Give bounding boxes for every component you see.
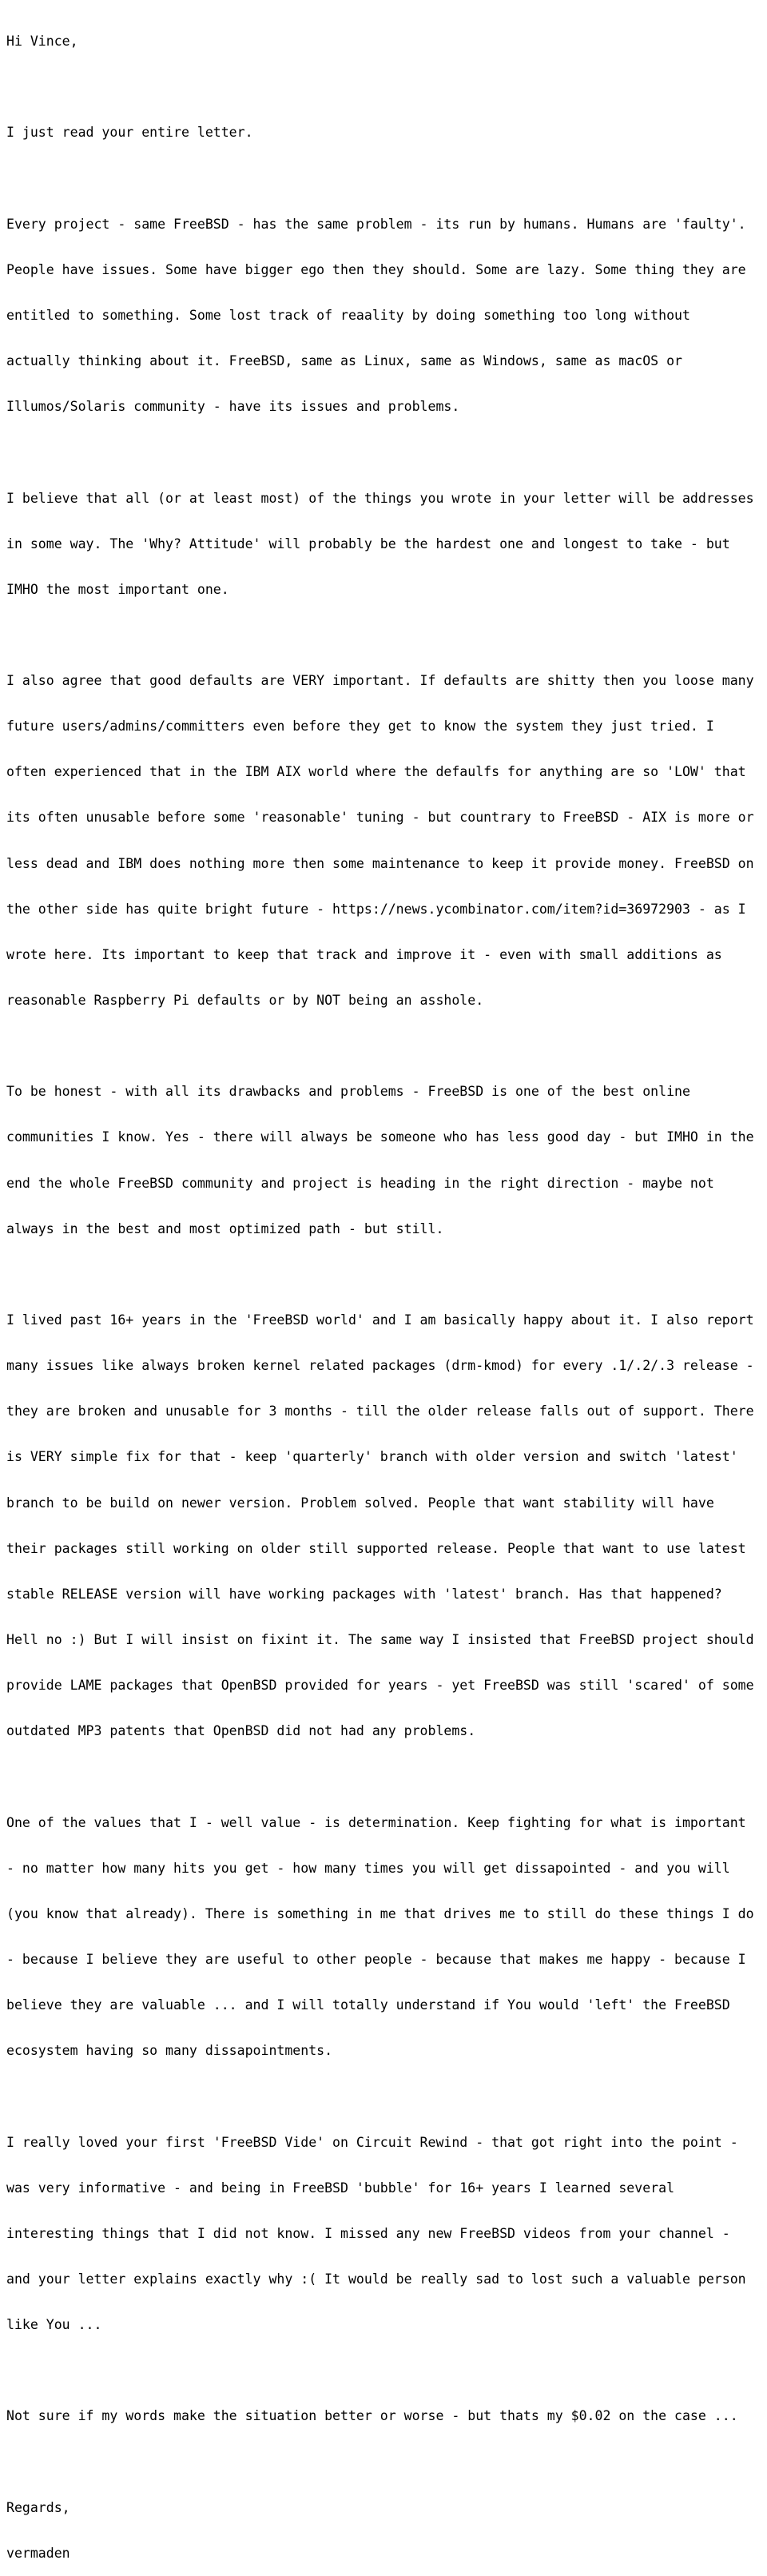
- text-line: future users/admins/committers even before they get to know the system they just tried. I: [6, 719, 714, 735]
- blank-line: [6, 627, 767, 643]
- blank-line: [6, 1267, 767, 1282]
- text-line: I just read your entire letter.: [6, 125, 253, 141]
- text-line: Every project - same FreeBSD - has the same problem - its run by humans. Humans are 'faulty'.: [6, 216, 746, 232]
- text-line: I also agree that good defaults are VERY important. If defaults are shitty then you loose many: [6, 673, 754, 689]
- text-line: actually thinking about it. FreeBSD, same as Linux, same as Windows, same as macOS or: [6, 353, 682, 369]
- blank-line: [6, 79, 767, 94]
- blank-line: [6, 2088, 767, 2104]
- text-line: I believe that all (or at least most) of the things you wrote in your letter will be addresses: [6, 490, 754, 506]
- text-line: the other side has quite bright future - https://news.ycombinator.com/item?id=36972903 - as I: [6, 901, 746, 917]
- text-line: reasonable Raspberry Pi defaults or by NOT being an asshole.: [6, 993, 484, 1009]
- text-line: believe they are valuable ... and I will totally understand if You would 'left' the FreeBSD: [6, 1997, 730, 2013]
- text-line: Illumos/Solaris community - have its issues and problems.: [6, 399, 460, 415]
- text-line: Hi Vince,: [6, 34, 78, 50]
- text-line: communities I know. Yes - there will always be someone who has less good day - but IMHO in the: [6, 1129, 754, 1145]
- text-line: I really loved your first 'FreeBSD Vide' on Circuit Rewind - that got right into the point -: [6, 2134, 738, 2150]
- text-line: To be honest - with all its drawbacks and problems - FreeBSD is one of the best online: [6, 1084, 690, 1100]
- text-line: in some way. The 'Why? Attitude' will probably be the hardest one and longest to take - but: [6, 536, 730, 551]
- text-line: less dead and IBM does nothing more then some maintenance to keep it provide money. FreeBSD on: [6, 855, 754, 871]
- blank-line: [6, 444, 767, 460]
- text-line: entitled to something. Some lost track of reaality by doing something too long without: [6, 307, 690, 323]
- text-line: was very informative - and being in FreeBSD 'bubble' for 16+ years I learned several: [6, 2180, 675, 2196]
- text-line: they are broken and unusable for 3 months - till the older release falls out of support. There: [6, 1403, 754, 1419]
- text-line: many issues like always broken kernel related packages (drm-kmod) for every .1/.2/.3 release -: [6, 1358, 754, 1374]
- blank-line: [6, 1038, 767, 1053]
- text-line: Not sure if my words make the situation better or worse - but thats my $0.02 on the case ...: [6, 2408, 738, 2424]
- text-line: (you know that already). There is something in me that drives me to still do these things I do: [6, 1905, 754, 1921]
- text-line: stable RELEASE version will have working packages with 'latest' branch. Has that happened?: [6, 1586, 722, 1602]
- text-line: always in the best and most optimized path - but still.: [6, 1220, 444, 1236]
- blank-line: [6, 1769, 767, 1784]
- text-line: I lived past 16+ years in the 'FreeBSD world' and I am basically happy about it. I also report: [6, 1312, 754, 1328]
- text-line: and your letter explains exactly why :( It would be really sad to lost such a valuable person: [6, 2271, 746, 2287]
- text-line: Hell no :) But I will insist on fixint it. The same way I insisted that FreeBSD project should: [6, 1632, 754, 1648]
- text-line: wrote here. Its important to keep that track and improve it - even with small additions as: [6, 946, 722, 962]
- text-line: ecosystem having so many dissapointments.: [6, 2043, 333, 2059]
- text-line: often experienced that in the IBM AIX world where the defaulfs for anything are so 'LOW' that: [6, 764, 746, 780]
- text-line: its often unusable before some 'reasonable' tuning - but countrary to FreeBSD - AIX is more or: [6, 810, 754, 826]
- blank-line: [6, 171, 767, 186]
- text-line: outdated MP3 patents that OpenBSD did not had any problems.: [6, 1723, 476, 1739]
- text-line: IMHO the most important one.: [6, 581, 229, 597]
- text-line: is VERY simple fix for that - keep 'quarterly' branch with older version and switch 'latest': [6, 1449, 738, 1465]
- blank-line: [6, 2455, 767, 2470]
- text-line: provide LAME packages that OpenBSD provided for years - yet FreeBSD was still 'scared' of some: [6, 1678, 754, 1694]
- signature: vermaden: [6, 2545, 70, 2561]
- blank-line: [6, 2363, 767, 2378]
- text-line: - because I believe they are useful to other people - because that makes me happy - because I: [6, 1952, 746, 1967]
- text-line: branch to be build on newer version. Problem solved. People that want stability will have: [6, 1495, 714, 1511]
- text-line: - no matter how many hits you get - how many times you will get dissapointed - and you will: [6, 1860, 730, 1876]
- text-line: One of the values that I - well value - is determination. Keep fighting for what is important: [6, 1814, 746, 1830]
- text-line: interesting things that I did not know. I missed any new FreeBSD videos from your channel -: [6, 2225, 730, 2241]
- text-line: Regards,: [6, 2499, 70, 2515]
- text-line: like You ...: [6, 2317, 102, 2333]
- text-line: People have issues. Some have bigger ego then they should. Some are lazy. Some thing they are: [6, 261, 746, 277]
- text-line: their packages still working on older still supported release. People that want to use latest: [6, 1540, 746, 1556]
- text-line: end the whole FreeBSD community and project is heading in the right direction - maybe not: [6, 1175, 714, 1191]
